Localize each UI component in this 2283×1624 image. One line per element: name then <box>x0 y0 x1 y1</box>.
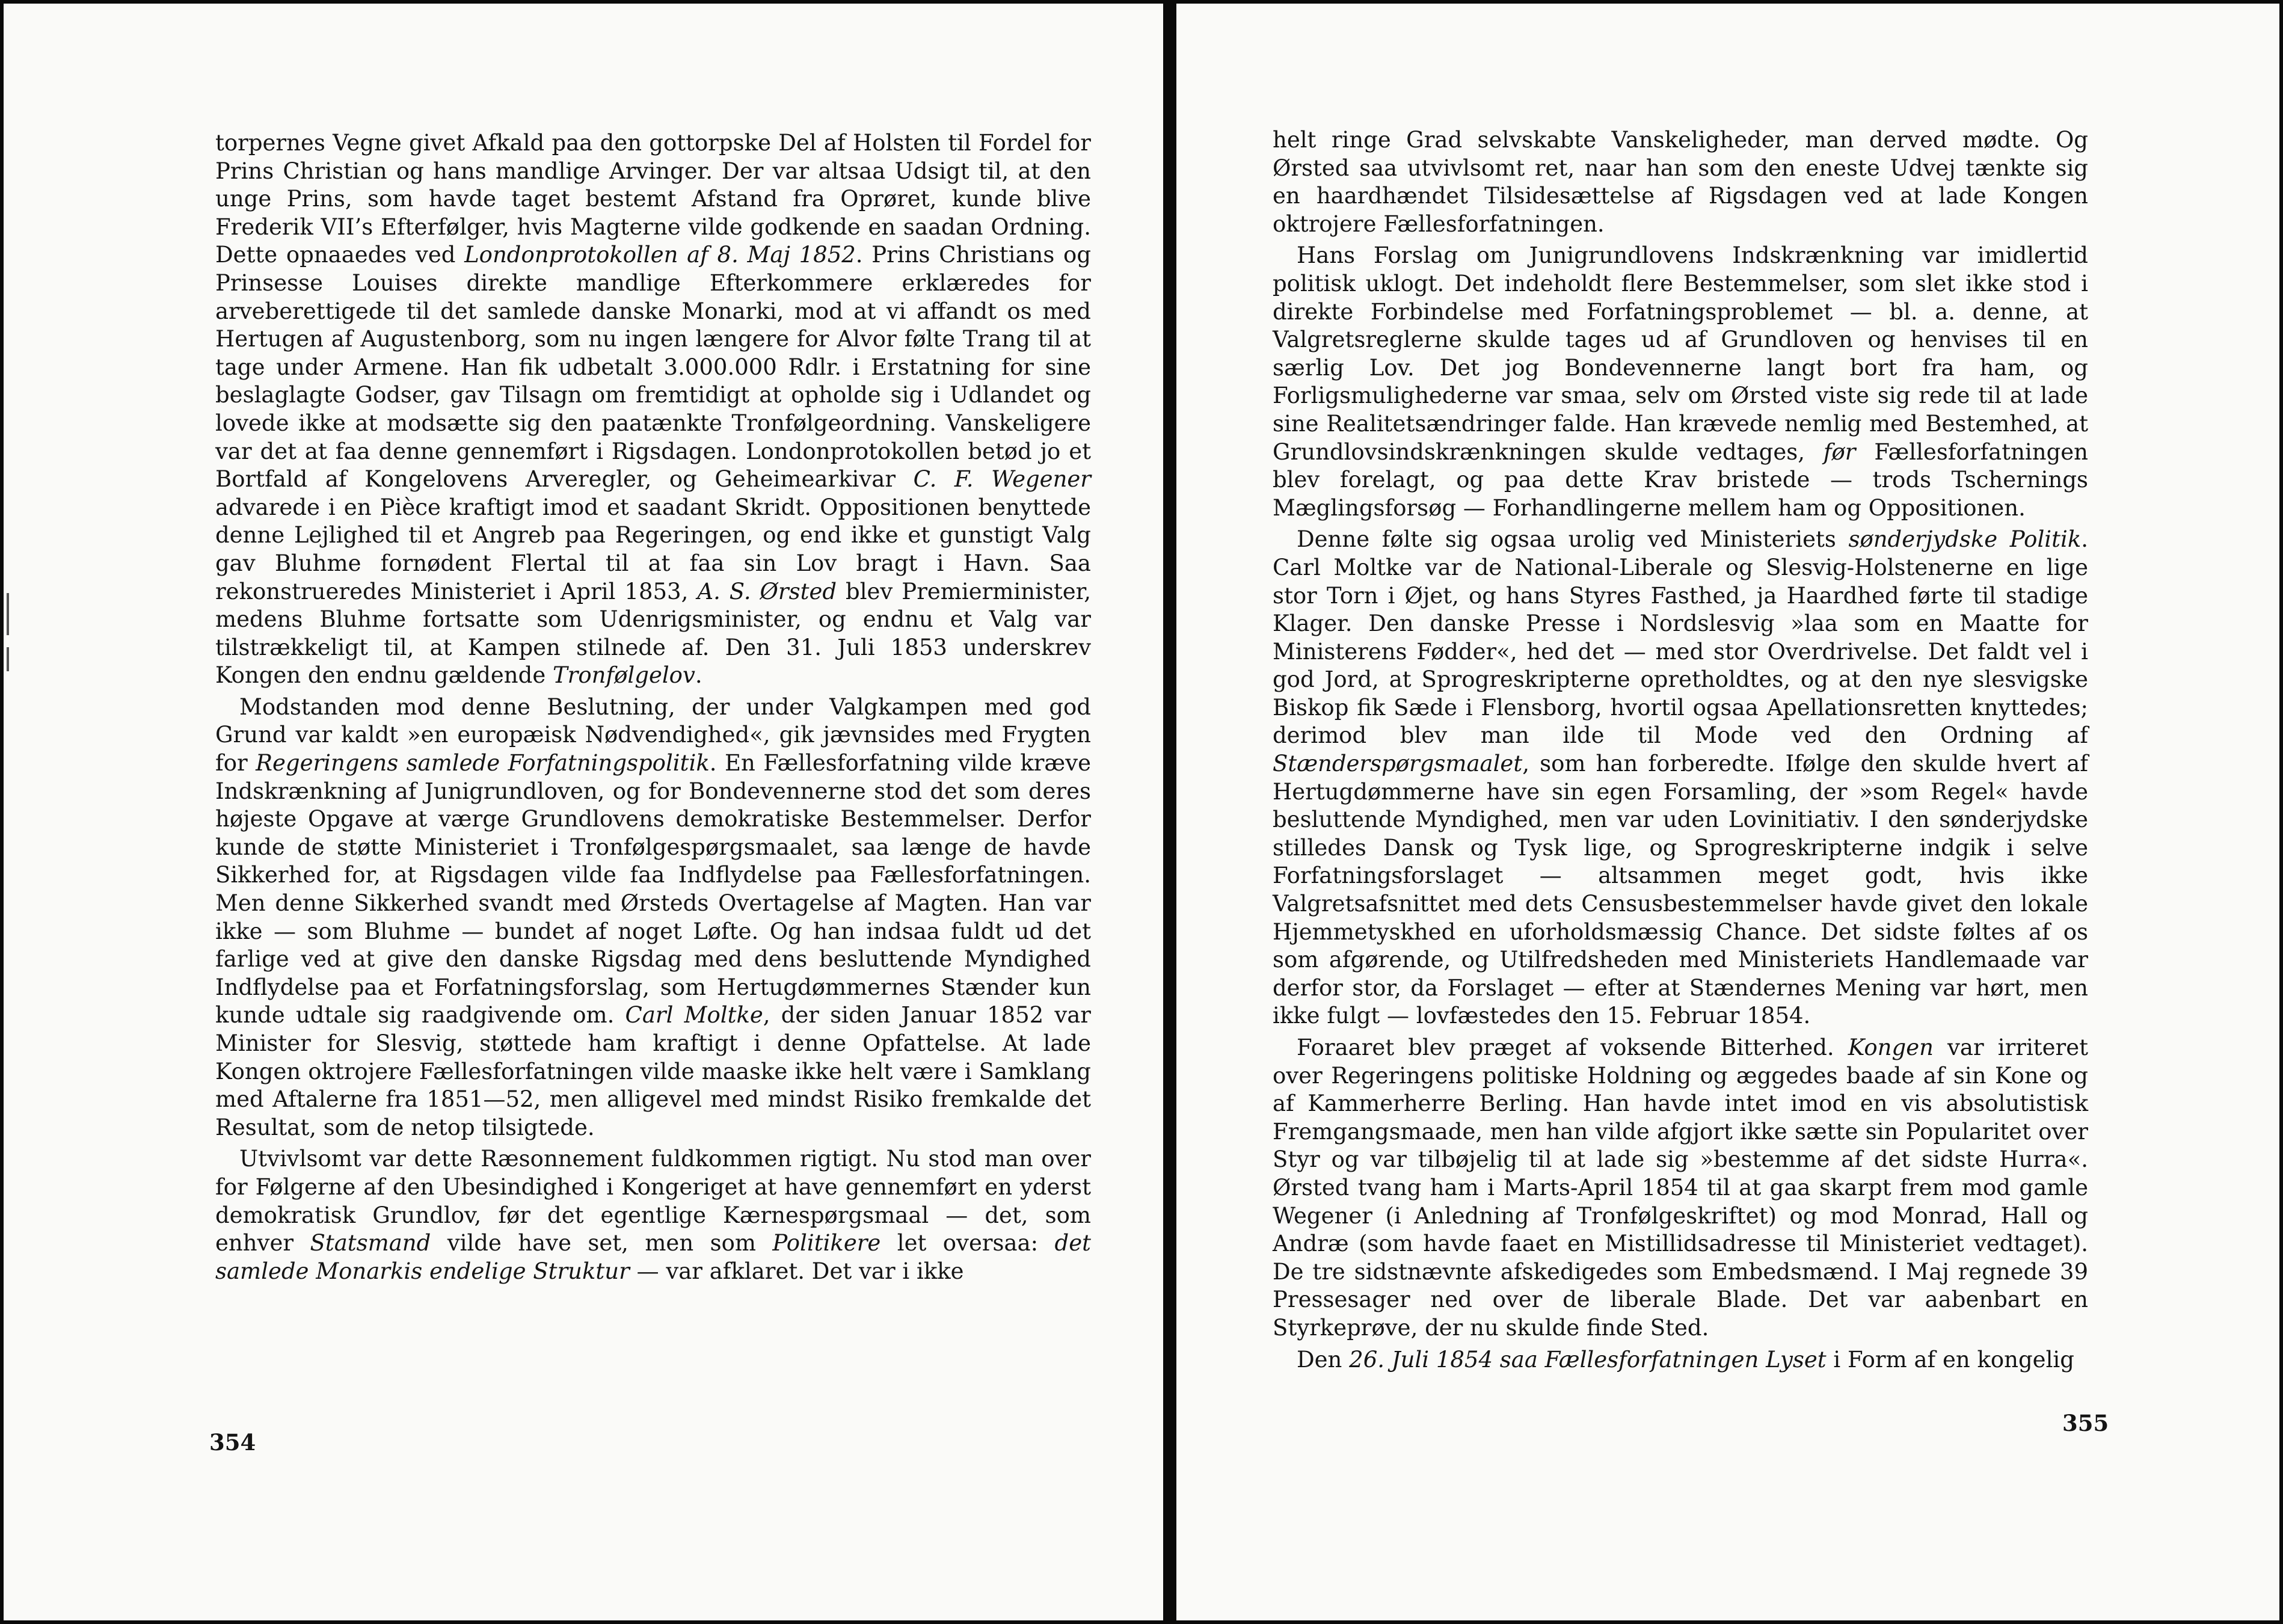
text-run: advarede i en Pièce kraftigt imod et saadant Skridt. Oppositionen benyttede denne Lejlighed til et Angreb paa Regeringen, og end ikke et gunstigt Valg gav Bluhme fornødent Flertal til at faa sin Lov bragt i Havn. Saa rekonstrueredes Ministeriet i April 1853, <box>215 494 1091 604</box>
paragraph <box>1273 1346 2088 1374</box>
paragraph <box>1273 126 2088 238</box>
page-number-right: 355 <box>2062 1410 2109 1436</box>
text-run: . Carl Moltke var de National-Liberale og Slesvig-Holstenerne en lige stor Torn i Øjet, og hans Styres Fasthed, ja Haardhed førte til stadige Klager. Den danske Presse i Nordslesvig »laa som en Maatte for Ministerens Fødder«, hed det — med stor Overdrivelse. Det faldt vel i god Jord, at Sprogreskripterne opretholdtes, og at den nye slesvigske Biskop fik Sæde i Flensborg, hvortil ogsaa Apellationsretten knyttedes; derimod blev man ilde til Mode ved den Ordning af <box>1273 526 2088 749</box>
paragraph <box>215 129 1091 690</box>
italic-text: Stænderspørgsmaalet <box>1273 751 1523 777</box>
italic-text: Carl Moltke <box>625 1002 763 1029</box>
text-run: Hans Forslag om Junigrundlovens Indskrænkning var imidlertid politisk uklogt. Det indeholdt flere Bestemmelser, som slet ikke stod i direkte Forbindelse med Forfatningsproblemet — bl. a. denne, at Valgretsreglerne skulde tages ud af Grundloven og henvises til en særlig Lov. Det jog Bondevennerne langt bort fra ham, og Forligsmulighederne var smaa, selv om Ørsted viste sig rede til at lade sine Realitetsændringer falde. Han krævede nemlig med Bestemhed, at Grundlovsindskrænkningen skulde vedtages, <box>1273 242 2088 465</box>
italic-text: C. F. Wegener <box>913 466 1091 493</box>
text-run: Fællesforfatningen blev forelagt, og paa dette Krav bristede — trods Tschernings Mæglingsforsøg — Forhandlingerne mellem ham og Oppositionen. <box>1273 438 2088 521</box>
text-run: i Form af en kongelig <box>1826 1346 2074 1373</box>
text-run: var irriteret over Regeringens politiske Holdning og æggedes baade af sin Kone og af Kammerherre Berling. Han havde intet imod en vis absolutistisk Fremgangsmaade, men han vilde afgjort ikke sætte sin Popularitet over Styr og var tilbøjelig til at lade sig »bestemme af det sidste Hurra«. Ørsted tvang ham i Marts-April 1854 til at gaa skarpt frem mod gamle Wegener (i Anledning af Tronfølgeskriftet) og mod Monrad, Hall og Andræ (som havde faaet en Mistillidsadresse til Ministeriet vedtaget). De tre sidstnævnte afskedigedes som Embedsmænd. I Maj regnede 39 Pressesager ned over de liberale Blade. Det var aabenbart en Styrkeprøve, der nu skulde finde Sted. <box>1273 1035 2088 1341</box>
paragraph <box>215 694 1091 1142</box>
scan-mark <box>7 647 9 671</box>
text-run: , der siden Januar 1852 var Minister for Slesvig, støttede ham kraftigt i denne Opfattelse. At lade Kongen oktrojere Fællesforfatningen vilde maaske ikke helt være i Samklang med Aftalerne fra 1851—52, men alligevel med mindst Risiko fremkalde det Resultat, som de netop tilsigtede. <box>215 1002 1091 1140</box>
text-run: Foraaret blev præget af voksende Bitterhed. <box>1297 1035 1848 1060</box>
italic-text: før <box>1823 438 1856 465</box>
text-run: Utvivlsomt var dette Ræsonnement fuldkommen rigtigt. Nu stod man over for Følgerne af den Ubesindighed i Kongeriget at have gennemført en yderst demokratisk Grundlov, før det egentlige Kærnespørgsmaal — det, som enhver <box>215 1146 1091 1256</box>
scan-mark <box>7 593 9 635</box>
text-run: vilde have set, men som <box>431 1230 773 1256</box>
text-run: torpernes Vegne givet Afkald paa den gottorpske Del af Holsten til Fordel for Prins Christian og hans mandlige Arvinger. Der var altsaa Udsigt til, at den unge Prins, som havde taget bestemt Afstand fra Oprøret, kunde blive Frederik VII’s Efterfølger, hvis Magterne vilde godkende en saadan Ordning. Dette opnaaedes ved <box>215 130 1091 268</box>
text-run: helt ringe Grad selvskabte Vanskeligheder, man derved mødte. Og Ørsted saa utvivlsomt ret, naar han som den eneste Udvej tænkte sig en haardhændet Tilsidesættelse af Rigsdagen ved at lade Kongen oktrojere Fællesforfatningen. <box>1273 127 2088 237</box>
italic-text: Statsmand <box>310 1230 431 1256</box>
italic-text: 26. Juli 1854 saa Fællesforfatningen Lyset <box>1349 1346 1827 1373</box>
text-run: Den <box>1297 1346 1350 1373</box>
right-page-text <box>1273 126 2088 1374</box>
text-run: . En Fællesforfatning vilde kræve Indskrænkning af Junigrundloven, og for Bondevennerne stod det som deres højeste Opgave at værge Grundlovens demokratiske Bestemmelser. Derfor kunde de støtte Ministeriet i Tronfølgespørgsmaalet, saa længe de havde Sikkerhed for, at Rigsdagen vilde faa Indflydelse paa Fællesforfatningen. Men denne Sikkerhed svandt med Ørsteds Overtagelse af Magten. Han var ikke — som Bluhme — bundet af noget Løfte. Og han indsaa fuldt ud det farlige ved at give den danske Rigsdag med dens besluttende Myndighed Indflydelse paa et Forfatningsforslag, som Hertugdømmernes Stænder kun kunde udtale sig raadgivende om. <box>215 750 1091 1029</box>
left-page <box>4 4 1163 1620</box>
text-run: , som han forberedte. Ifølge den skulde hvert af Hertugdømmerne have sin egen Forsamling, der »som Regel« havde besluttende Myndighed, men var uden Lovinitiativ. I den sønderjydske stilledes Dansk og Tysk lige, og Sprogreskripterne indgik i selve Forfatningsforslaget — altsammen meget godt, hvis ikke Valgretsafsnittet med dets Censusbestemmelser havde givet den lokale Hjemmetyskhed en uforholdsmæssig Chance. Det sidste føltes af os som afgørende, og Utilfredsheden med Ministeriets Handlemaade var derfor stor, da Forslaget — efter at Stændernes Mening var hørt, men ikke fulgt — lovfæstedes den 15. Februar 1854. <box>1273 751 2088 1029</box>
text-run: Denne følte sig ogsaa urolig ved Ministeriets <box>1297 526 1849 553</box>
italic-text: det samlede Monarkis endelige Struktur <box>215 1230 1091 1284</box>
text-run: . Prins Christians og Prinsesse Louises direkte mandlige Efterkommere erklæredes for arveberettigede til det samlede danske Monarki, mod at vi affandt os med Hertugen af Augustenborg, som nu ingen længere for Alvor følte Trang til at tage under Armene. Han fik udbetalt 3.000.000 Rdlr. i Erstatning for sine beslaglagte Godser, gav Tilsagn om fremtidigt at opholde sig i Udlandet og lovede ikke at modsætte sig den paatænkte Tronfølgeordning. Vanskeligere var det at faa denne gennemført i Rigsdagen. Londonprotokollen betød jo et Bortfald af Kongelovens Arveregler, og Geheimearkivar <box>215 242 1092 493</box>
italic-text: Londonprotokollen af 8. Maj 1852 <box>464 242 856 268</box>
italic-text: Tronfølgelov <box>552 662 695 689</box>
text-run: . <box>695 662 702 689</box>
italic-text: Kongen <box>1848 1035 1934 1060</box>
left-page-text <box>215 129 1091 1285</box>
paragraph <box>1273 526 2088 1030</box>
page-number-left: 354 <box>209 1429 256 1456</box>
text-run: — var afklaret. Det var i ikke <box>629 1258 964 1284</box>
text-run: Modstanden mod denne Beslutning, der under Valgkampen med god Grund var kaldt »en europæisk Nødvendighed«, gik jævnsides med Frygten for <box>215 694 1091 777</box>
paragraph <box>1273 1034 2088 1343</box>
italic-text: A. S. Ørsted <box>697 578 837 604</box>
italic-text: sønderjydske Politik <box>1848 526 2082 553</box>
paragraph <box>1273 242 2088 522</box>
text-run: blev Premierminister, medens Bluhme fortsatte som Udenrigsminister, og endnu et Valg var tilstrækkeligt til, at Kampen stilnede af. Den 31. Juli 1853 underskrev Kongen den endnu gældende <box>215 578 1091 689</box>
text-run: let oversaa: <box>880 1230 1055 1256</box>
italic-text: Regeringens samlede Forfatningspolitik <box>256 750 710 777</box>
italic-text: Politikere <box>772 1230 881 1256</box>
right-page <box>1176 4 2279 1620</box>
paragraph <box>215 1145 1091 1285</box>
